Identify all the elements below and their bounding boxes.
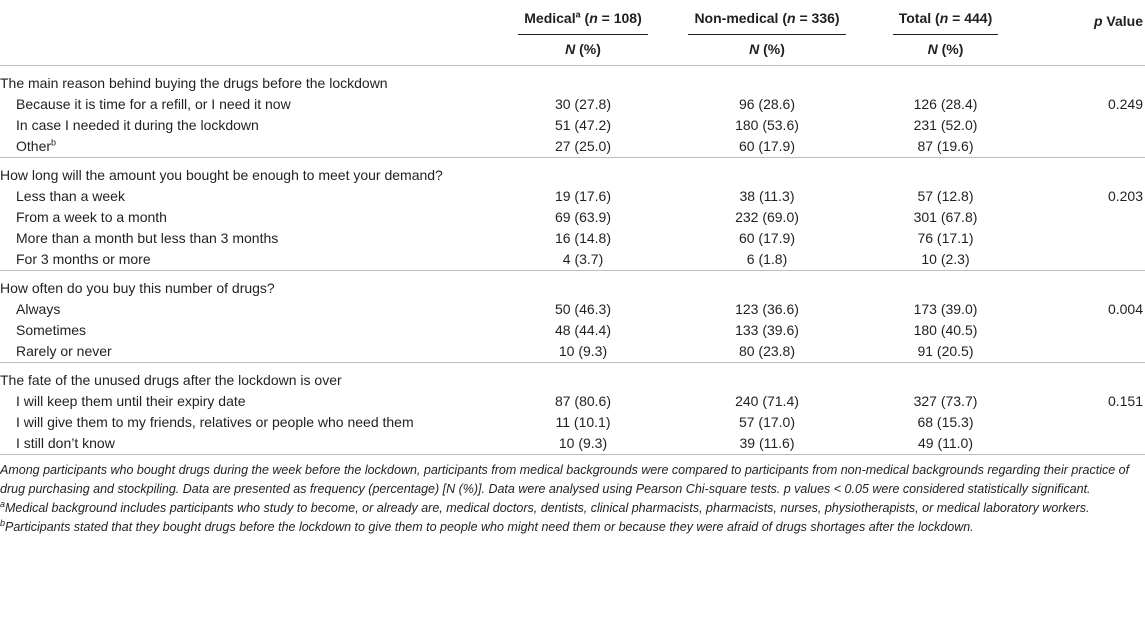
- cell-p-empty: [1010, 433, 1145, 454]
- header-medical-underline: Medical$^a$ (n = 108): [518, 8, 647, 35]
- subheader-medical: N (%): [565, 40, 601, 57]
- cell-p-value: 0.004: [1107, 301, 1143, 317]
- cell-non-medical: 6 (1.8): [746, 251, 788, 267]
- cell-total: 57 (12.8): [917, 188, 974, 204]
- section-title-row: [0, 66, 1145, 95]
- section-reason: [0, 66, 1145, 158]
- section-frequency: [0, 271, 1145, 363]
- cell-p-value: 0.249: [1107, 96, 1143, 112]
- cell-total: 173 (39.0): [913, 301, 978, 317]
- cell-total: 301 (67.8): [913, 209, 978, 225]
- section-fate: [0, 363, 1145, 455]
- header-medical: [513, 0, 653, 35]
- header-p-value: p Value: [1093, 13, 1143, 29]
- table-row: [0, 412, 1145, 433]
- cell-medical: 50 (46.3): [554, 301, 612, 317]
- cell-medical: 87 (80.6): [554, 393, 612, 409]
- table-row: [0, 320, 1145, 341]
- header-non-medical-underline: Non-medical (n = 336): [688, 8, 845, 35]
- header-row: [0, 0, 1145, 35]
- cell-total: 68 (15.3): [917, 414, 974, 430]
- header-total: [881, 0, 1010, 35]
- subheader-total: N (%): [927, 40, 964, 57]
- cell-p-empty: [1010, 228, 1145, 249]
- cell-non-medical: 57 (17.0): [738, 414, 796, 430]
- footnote-marker: b: [51, 137, 57, 148]
- cell-p-empty: [1010, 207, 1145, 228]
- cell-p-value: 0.151: [1107, 393, 1143, 409]
- row-label: Other: [16, 138, 52, 154]
- table-row: [0, 136, 1145, 158]
- table-row: [0, 299, 1145, 320]
- cell-total: 91 (20.5): [917, 343, 974, 359]
- cell-non-medical: 39 (11.6): [739, 435, 795, 451]
- cell-non-medical: 60 (17.9): [738, 230, 796, 246]
- cell-total: 76 (17.1): [917, 230, 974, 246]
- header-non-medical: [653, 0, 881, 35]
- cell-p-empty: [1010, 136, 1145, 158]
- cell-non-medical: 180 (53.6): [735, 117, 799, 133]
- section-duration: [0, 158, 1145, 271]
- cell-total: 49 (11.0): [918, 435, 973, 451]
- footnote-a-marker: a: [0, 498, 6, 509]
- row-label: I will give them to my friends, relatives or people who need them: [16, 414, 414, 430]
- table-row: [0, 433, 1145, 454]
- row-label-with-sup: [0, 136, 513, 158]
- notes-main: Among participants who bought drugs during the week before the lockdown, participants from medical backgrounds were compared to participants from non-medical backgrounds regarding their practice of drug purchasing and stockpiling. Data are presented as frequency (percentage) [N (%)]. Data were analysed using Pearson Chi-square tests. p values < 0.05 were considered statistically significant.: [0, 463, 1130, 496]
- section-title: The main reason behind buying the drugs before the lockdown: [0, 66, 1145, 95]
- cell-total: 10 (2.3): [921, 251, 970, 267]
- row-label: I still don’t know: [16, 435, 115, 451]
- cell-medical: 10 (9.3): [558, 435, 608, 451]
- table-bottom-rule: [0, 454, 1145, 455]
- header-empty-cell: [0, 0, 513, 35]
- cell-medical: 4 (3.7): [562, 251, 604, 267]
- section-title-row: [0, 158, 1145, 187]
- cell-non-medical: 38 (11.3): [739, 188, 795, 204]
- row-label: In case I needed it during the lockdown: [16, 117, 259, 133]
- footnote-a: [0, 499, 1133, 518]
- row-label: More than a month but less than 3 months: [16, 230, 279, 246]
- row-label: Less than a week: [16, 188, 125, 204]
- cell-p-empty: [1010, 341, 1145, 363]
- cell-total: 231 (52.0): [913, 117, 978, 133]
- cell-p-empty: [1010, 412, 1145, 433]
- cell-p-value: 0.203: [1107, 188, 1143, 204]
- cell-total: 327 (73.7): [913, 393, 978, 409]
- cell-total: 87 (19.6): [917, 138, 974, 154]
- subheader-empty-cell: [0, 35, 513, 66]
- section-title: How often do you buy this number of drugs?: [0, 271, 1145, 300]
- table-row: [0, 228, 1145, 249]
- cell-medical: 19 (17.6): [554, 188, 612, 204]
- cell-non-medical: 133 (39.6): [735, 322, 799, 338]
- subheader-p-empty: [1010, 35, 1145, 66]
- cell-non-medical: 60 (17.9): [738, 138, 796, 154]
- cell-medical: 27 (25.0): [554, 138, 612, 154]
- table-row: [0, 207, 1145, 228]
- cell-non-medical: 80 (23.8): [738, 343, 796, 359]
- table-row: [0, 186, 1145, 207]
- row-label: Rarely or never: [16, 343, 112, 359]
- cell-non-medical: 96 (28.6): [738, 96, 796, 112]
- row-label: I will keep them until their expiry date: [16, 393, 246, 409]
- row-label: Sometimes: [16, 322, 87, 338]
- cell-medical: 48 (44.4): [554, 322, 612, 338]
- table-row: [0, 115, 1145, 136]
- cell-total: 180 (40.5): [913, 322, 978, 338]
- table-notes: [0, 461, 1145, 537]
- table-row: [0, 94, 1145, 115]
- cell-medical: 11 (10.1): [555, 414, 611, 430]
- row-label: Always: [16, 301, 61, 317]
- header-subrow: [0, 35, 1145, 66]
- row-label: For 3 months or more: [16, 251, 151, 267]
- cell-non-medical: 123 (36.6): [735, 301, 799, 317]
- cell-medical: 69 (63.9): [554, 209, 612, 225]
- cell-total: 126 (28.4): [913, 96, 978, 112]
- footnote-a-text: Medical background includes participants who study to become, or already are, medical doctors, dentists, clinical pharmacists, pharmacists, nurses, physiotherapists, or medical laboratory workers.: [5, 501, 1090, 515]
- cell-non-medical: 232 (69.0): [735, 209, 799, 225]
- cell-p-empty: [1010, 115, 1145, 136]
- footnote-b-marker: b: [0, 517, 6, 528]
- section-title-row: [0, 363, 1145, 392]
- table-row: [0, 391, 1145, 412]
- cell-medical: 51 (47.2): [554, 117, 612, 133]
- header-total-underline: Total (n = 444): [893, 8, 999, 35]
- section-title-row: [0, 271, 1145, 300]
- subheader-non-medical: N (%): [749, 40, 785, 57]
- section-title: How long will the amount you bought be enough to meet your demand?: [0, 158, 1145, 187]
- footnote-b-text: Participants stated that they bought drugs before the lockdown to give them to people who might need them or because they were afraid of drugs shortages after the lockdown.: [5, 520, 974, 534]
- section-title: The fate of the unused drugs after the lockdown is over: [0, 363, 1145, 392]
- row-label: Because it is time for a refill, or I need it now: [16, 96, 291, 112]
- table-header: [0, 0, 1145, 66]
- row-label: From a week to a month: [16, 209, 167, 225]
- table-row: [0, 249, 1145, 271]
- cell-p-empty: [1010, 249, 1145, 271]
- cell-non-medical: 240 (71.4): [735, 393, 799, 409]
- table-row: [0, 341, 1145, 363]
- cell-medical: 30 (27.8): [554, 96, 612, 112]
- cell-p-empty: [1010, 320, 1145, 341]
- cell-medical: 10 (9.3): [558, 343, 608, 359]
- footnote-b: [0, 518, 1133, 537]
- cell-medical: 16 (14.8): [554, 230, 612, 246]
